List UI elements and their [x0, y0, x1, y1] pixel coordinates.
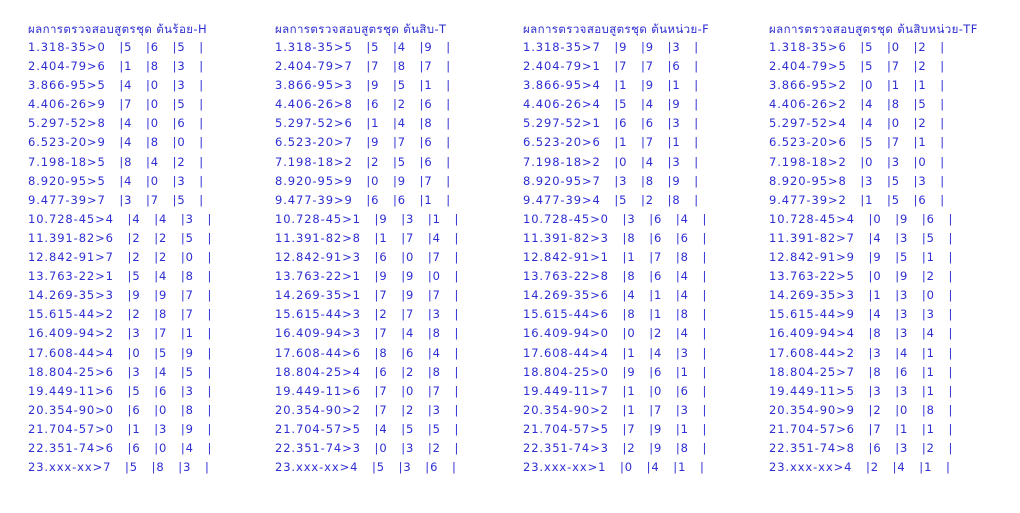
- column-units: [523, 20, 709, 477]
- result-row: 16.409-94>3 |7 |4 |8 |: [275, 326, 460, 341]
- result-list: [28, 38, 212, 477]
- result-row: 8.920-95>8 |3 |5 |3 |: [769, 173, 946, 188]
- result-row: 4.406-26>8 |6 |2 |6 |: [275, 97, 452, 112]
- result-row: 5.297-52>1 |6 |6 |3 |: [523, 116, 700, 131]
- result-row: 3.866-95>5 |4 |0 |3 |: [28, 78, 205, 93]
- result-row: 6.523-20>6 |5 |7 |1 |: [769, 135, 946, 150]
- result-row: 10.728-45>1 |9 |3 |1 |: [275, 211, 460, 226]
- result-row: 8.920-95>9 |0 |9 |7 |: [275, 173, 452, 188]
- result-row: 17.608-44>4 |0 |5 |9 |: [28, 345, 213, 360]
- result-row: 9.477-39>4 |5 |2 |8 |: [523, 192, 700, 207]
- result-row: 23.xxx-xx>4 |2 |4 |1 |: [769, 460, 951, 475]
- result-row: 2.404-79>6 |1 |8 |3 |: [28, 59, 205, 74]
- result-row: 17.608-44>6 |8 |6 |4 |: [275, 345, 460, 360]
- result-row: 1.318-35>5 |5 |4 |9 |: [275, 40, 452, 54]
- result-row: 14.269-35>6 |4 |1 |4 |: [523, 288, 708, 303]
- result-row: 16.409-94>2 |3 |7 |1 |: [28, 326, 213, 341]
- result-row: 22.351-74>6 |6 |0 |4 |: [28, 440, 213, 455]
- result-row: 15.615-44>2 |2 |8 |7 |: [28, 307, 213, 322]
- column-title: ผลการตรวจสอบสูตรชุด ต้นสิบ-T: [275, 22, 447, 36]
- result-row: 7.198-18>2 |0 |3 |0 |: [769, 154, 946, 169]
- result-row: 21.704-57>0 |1 |3 |9 |: [28, 421, 213, 436]
- result-row: 12.842-91>9 |9 |5 |1 |: [769, 250, 954, 265]
- result-row: 23.xxx-xx>7 |5 |8 |3 |: [28, 460, 210, 475]
- result-row: 17.608-44>2 |3 |4 |1 |: [769, 345, 954, 360]
- result-row: 13.763-22>8 |8 |6 |4 |: [523, 269, 708, 284]
- result-list: [769, 38, 978, 477]
- result-row: 15.615-44>9 |4 |3 |3 |: [769, 307, 954, 322]
- result-row: 1.318-35>6 |5 |0 |2 |: [769, 40, 946, 54]
- result-row: 2.404-79>7 |7 |8 |7 |: [275, 59, 452, 74]
- result-row: 13.763-22>5 |0 |9 |2 |: [769, 269, 954, 284]
- result-row: 11.391-82>8 |1 |7 |4 |: [275, 230, 460, 245]
- result-row: 7.198-18>2 |2 |5 |6 |: [275, 154, 452, 169]
- result-row: 8.920-95>7 |3 |8 |9 |: [523, 173, 700, 188]
- result-row: 18.804-25>4 |6 |2 |8 |: [275, 364, 460, 379]
- result-row: 8.920-95>5 |4 |0 |3 |: [28, 173, 205, 188]
- result-row: 22.351-74>3 |2 |9 |8 |: [523, 440, 708, 455]
- result-row: 20.354-90>0 |6 |0 |8 |: [28, 402, 213, 417]
- result-row: 5.297-52>6 |1 |4 |8 |: [275, 116, 452, 131]
- result-row: 19.449-11>5 |3 |3 |1 |: [769, 383, 954, 398]
- column-tens-units: [769, 20, 978, 477]
- result-row: 18.804-25>6 |3 |4 |5 |: [28, 364, 213, 379]
- result-list: [275, 38, 459, 477]
- result-row: 10.728-45>4 |4 |4 |3 |: [28, 211, 213, 226]
- column-hundreds: [28, 20, 212, 477]
- result-row: 18.804-25>7 |8 |6 |1 |: [769, 364, 954, 379]
- result-row: 20.354-90>2 |1 |7 |3 |: [523, 402, 708, 417]
- result-row: 21.704-57>6 |7 |1 |1 |: [769, 421, 954, 436]
- result-list: [523, 38, 709, 477]
- result-row: 20.354-90>2 |7 |2 |3 |: [275, 402, 460, 417]
- result-row: 3.866-95>3 |9 |5 |1 |: [275, 78, 452, 93]
- result-row: 11.391-82>7 |4 |3 |5 |: [769, 230, 954, 245]
- column-title: ผลการตรวจสอบสูตรชุด ต้นหน่วย-F: [523, 22, 710, 36]
- result-row: 11.391-82>6 |2 |2 |5 |: [28, 230, 213, 245]
- result-row: 6.523-20>7 |9 |7 |6 |: [275, 135, 452, 150]
- result-row: 9.477-39>9 |6 |6 |1 |: [275, 192, 452, 207]
- column-title: ผลการตรวจสอบสูตรชุด ต้นสิบหน่วย-TF: [769, 22, 978, 36]
- result-row: 16.409-94>4 |8 |3 |4 |: [769, 326, 954, 341]
- result-row: 4.406-26>4 |5 |4 |9 |: [523, 97, 700, 112]
- result-row: 3.866-95>4 |1 |9 |1 |: [523, 78, 700, 93]
- result-row: 22.351-74>3 |0 |3 |2 |: [275, 440, 460, 455]
- result-row: 9.477-39>2 |1 |5 |6 |: [769, 192, 946, 207]
- result-row: 1.318-35>0 |5 |6 |5 |: [28, 40, 205, 54]
- column-tens: [275, 20, 459, 477]
- result-row: 15.615-44>6 |8 |1 |8 |: [523, 307, 708, 322]
- result-row: 5.297-52>8 |4 |0 |6 |: [28, 116, 205, 131]
- result-row: 19.449-11>6 |5 |6 |3 |: [28, 383, 213, 398]
- result-row: 20.354-90>9 |2 |0 |8 |: [769, 402, 954, 417]
- result-row: 13.763-22>1 |5 |4 |8 |: [28, 269, 213, 284]
- column-title: ผลการตรวจสอบสูตรชุด ต้นร้อย-H: [28, 22, 207, 36]
- result-row: 3.866-95>2 |0 |1 |1 |: [769, 78, 946, 93]
- result-row: 21.704-57>5 |4 |5 |5 |: [275, 421, 460, 436]
- result-row: 7.198-18>2 |0 |4 |3 |: [523, 154, 700, 169]
- result-row: 4.406-26>2 |4 |8 |5 |: [769, 97, 946, 112]
- result-row: 10.728-45>4 |0 |9 |6 |: [769, 211, 954, 226]
- result-row: 18.804-25>0 |9 |6 |1 |: [523, 364, 708, 379]
- result-row: 19.449-11>7 |1 |0 |6 |: [523, 383, 708, 398]
- result-row: 12.842-91>1 |1 |7 |8 |: [523, 250, 708, 265]
- result-row: 7.198-18>5 |8 |4 |2 |: [28, 154, 205, 169]
- result-row: 2.404-79>1 |7 |7 |6 |: [523, 59, 700, 74]
- result-row: 4.406-26>9 |7 |0 |5 |: [28, 97, 205, 112]
- result-row: 14.269-35>3 |9 |9 |7 |: [28, 288, 213, 303]
- result-row: 5.297-52>4 |4 |0 |2 |: [769, 116, 946, 131]
- result-row: 1.318-35>7 |9 |9 |3 |: [523, 40, 700, 54]
- result-row: 19.449-11>6 |7 |0 |7 |: [275, 383, 460, 398]
- result-row: 23.xxx-xx>1 |0 |4 |1 |: [523, 460, 705, 475]
- result-row: 14.269-35>3 |1 |3 |0 |: [769, 288, 954, 303]
- result-row: 23.xxx-xx>4 |5 |3 |6 |: [275, 460, 457, 475]
- result-row: 12.842-91>3 |6 |0 |7 |: [275, 250, 460, 265]
- result-row: 13.763-22>1 |9 |9 |0 |: [275, 269, 460, 284]
- result-row: 21.704-57>5 |7 |9 |1 |: [523, 421, 708, 436]
- result-row: 16.409-94>0 |0 |2 |4 |: [523, 326, 708, 341]
- result-row: 9.477-39>7 |3 |7 |5 |: [28, 192, 205, 207]
- result-row: 2.404-79>5 |5 |7 |2 |: [769, 59, 946, 74]
- result-row: 14.269-35>1 |7 |9 |7 |: [275, 288, 460, 303]
- result-row: 12.842-91>7 |2 |2 |0 |: [28, 250, 213, 265]
- result-row: 22.351-74>8 |6 |3 |2 |: [769, 440, 954, 455]
- result-row: 6.523-20>6 |1 |7 |1 |: [523, 135, 700, 150]
- result-row: 10.728-45>0 |3 |6 |4 |: [523, 211, 708, 226]
- result-row: 17.608-44>4 |1 |4 |3 |: [523, 345, 708, 360]
- result-row: 11.391-82>3 |8 |6 |6 |: [523, 230, 708, 245]
- result-row: 6.523-20>9 |4 |8 |0 |: [28, 135, 205, 150]
- result-row: 15.615-44>3 |2 |7 |3 |: [275, 307, 460, 322]
